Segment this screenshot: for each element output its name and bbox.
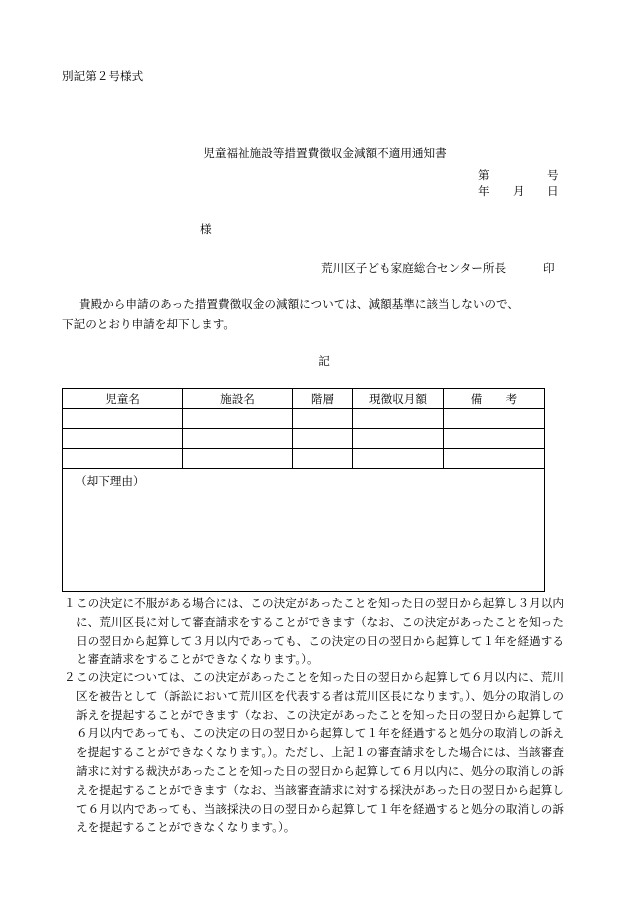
table-header-row <box>63 389 545 409</box>
addressee: 様 <box>200 222 212 236</box>
header-tier: 階層 <box>293 389 353 409</box>
table-cell[interactable] <box>353 429 444 449</box>
seal-mark: 印 <box>543 261 555 275</box>
number-suffix: 号 <box>547 168 559 182</box>
table-cell[interactable] <box>63 449 183 469</box>
date-month: 月 <box>513 184 525 198</box>
notice-item-2 <box>64 668 564 837</box>
sender-name: 荒川区子ども家庭総合センター所長 <box>321 261 507 275</box>
notice-text: この決定に不服がある場合には、この決定があったことを知った日の翌日から起算し３月以内に、荒川区長に対して審査請求をすることができます（なお、この決定があったことを知った日の翌日から起算して３月以内であっても、この決定の日の翌日から起算して１年を経過すると審査請求をすることができなくなります。）。 <box>76 596 564 667</box>
table-cell[interactable] <box>353 449 444 469</box>
notice-number: ２ <box>64 670 76 684</box>
body-text-line-2: 下記のとおり申請を却下します。 <box>62 317 235 331</box>
table-cell[interactable] <box>63 409 183 429</box>
notice-text: この決定については、この決定があったことを知った日の翌日から起算して６月以内に、荒川区を被告として（訴訟において荒川区を代表する者は荒川区長になります。）、処分の取消しの訴えを提起することができます（なお、この決定があったことを知った日の翌日から起算して６月以内であっても、この決定の日の翌日から起算して１年を経過すると処分の取消しの訴えを提起することができなくなります。）。ただし、上記１の審査請求をした場合には、当該審査請求に対する裁決があったことを知った日の翌日から起算して６月以内に、処分の取消しの訴えを提起することができます（なお、当該審査請求に対する採決があった日の翌日から起算して６月以内であっても、当該採決の日の翌日から起算して１年を経過すると処分の取消しの訴えを提起することができなくなります。）。 <box>76 670 564 835</box>
table-cell[interactable] <box>293 409 353 429</box>
document-title: 児童福祉施設等措置費徴収金減額不適用通知書 <box>203 146 447 160</box>
table-cell[interactable] <box>63 429 183 449</box>
header-child-name: 児童名 <box>63 389 183 409</box>
header-monthly-amount: 現徴収月額 <box>353 389 444 409</box>
rejection-reason-box[interactable] <box>63 469 545 592</box>
table-cell[interactable] <box>183 409 293 429</box>
table-cell[interactable] <box>353 409 444 429</box>
rejection-reason-label: （却下理由） <box>75 474 145 488</box>
table-row <box>63 429 545 449</box>
form-number: 別記第２号様式 <box>62 69 144 83</box>
body-text-line-1: 貴殿から申請のあった措置費徴収金の減額については、減額基準に該当しないので、 <box>79 297 519 311</box>
table-cell[interactable] <box>444 409 545 429</box>
number-prefix: 第 <box>478 168 490 182</box>
table-row <box>63 409 545 429</box>
header-remarks: 備 考 <box>444 389 545 409</box>
table-cell[interactable] <box>444 429 545 449</box>
children-table <box>62 388 545 592</box>
table-cell[interactable] <box>183 429 293 449</box>
table-cell[interactable] <box>444 449 545 469</box>
date-year: 年 <box>478 184 490 198</box>
header-facility-name: 施設名 <box>183 389 293 409</box>
date-day: 日 <box>547 184 559 198</box>
notice-number: １ <box>64 596 76 610</box>
table-cell[interactable] <box>293 449 353 469</box>
notice-item-1 <box>64 594 564 669</box>
ki-heading: 記 <box>318 354 330 368</box>
table-row <box>63 449 545 469</box>
table-cell[interactable] <box>293 429 353 449</box>
reason-row <box>63 469 545 592</box>
table-cell[interactable] <box>183 449 293 469</box>
